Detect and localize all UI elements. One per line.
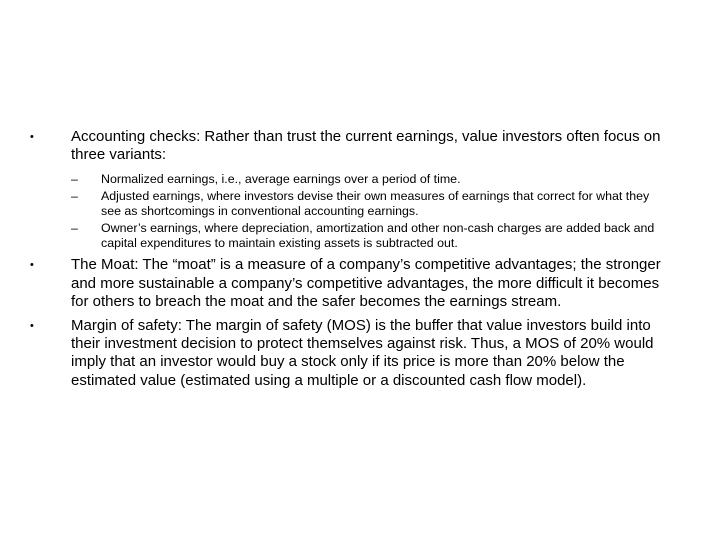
sub-bullet-text: Adjusted earnings, where investors devise their own measures of earnings that correct for what they see as shortcomings in conventional accounting earnings. <box>101 189 650 218</box>
sub-bullet-text: Normalized earnings, i.e., average earnings over a period of time. <box>101 172 461 187</box>
sub-bullet-adjusted-earnings <box>71 189 670 219</box>
sub-bullet-marker: – <box>71 189 78 204</box>
bullet-text: The Moat: The “moat” is a measure of a company’s competitive advantages; the stronger and more sustainable a company’s competitive advantages, the more difficult it becomes for others to breach the moat and the safer becomes the earnings stream. <box>71 256 661 310</box>
sub-bullet-list <box>71 172 670 250</box>
sub-bullet-normalized-earnings <box>71 172 670 187</box>
bullet-text: Margin of safety: The margin of safety (MOS) is the buffer that value investors build into their investment decision to protect themselves against risk. Thus, a MOS of 20% would imply that an investor would buy a stock only if its price is more than 20% below the estimated value (estimated using a multiple or a discounted cash flow model). <box>71 317 654 389</box>
bullet-margin-of-safety <box>30 317 670 390</box>
sub-bullet-text: Owner’s earnings, where depreciation, amortization and other non-cash charges are added back and capital expenditures to maintain existing assets is subtracted out. <box>101 220 655 250</box>
sub-bullet-marker: – <box>71 220 78 235</box>
bullet-the-moat <box>30 256 670 311</box>
bullet-list <box>30 128 670 396</box>
bullet-marker: • <box>30 320 34 332</box>
bullet-text: Accounting checks: Rather than trust the current earnings, value investors often focus on three variants: <box>71 128 661 164</box>
sub-bullet-owners-earnings <box>71 221 670 251</box>
bullet-accounting-checks <box>30 128 670 250</box>
bullet-marker: • <box>30 131 34 143</box>
sub-bullet-marker: – <box>71 172 78 187</box>
bullet-marker: • <box>30 259 34 272</box>
